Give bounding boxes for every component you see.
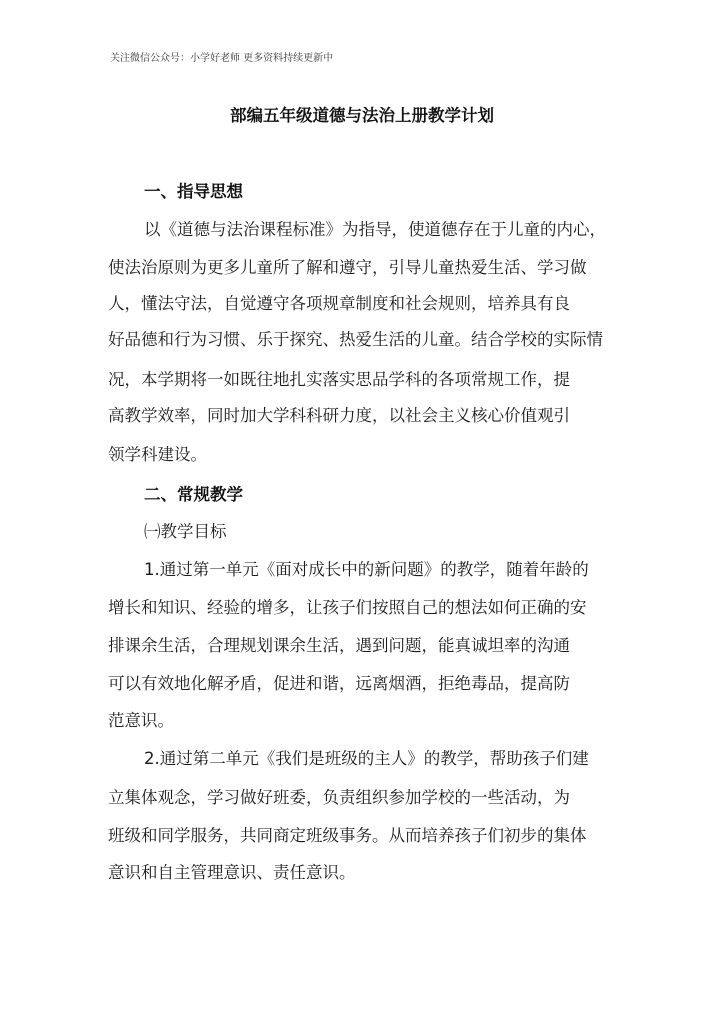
paragraph-line: 1.通过第一单元《面对成长中的新问题》的教学，随着年龄的 [144, 560, 589, 579]
paragraph-line: 高教学效率，同时加大学科科研力度，以社会主义核心价值观引 [108, 406, 570, 425]
paragraph-line: 使法治原则为更多儿童所了解和遵守，引导儿童热爱生活、学习做 [108, 258, 587, 277]
subsection-heading: ㈠教学目标 [144, 522, 227, 541]
paragraph-line: 好品德和行为习惯、乐于探究、热爱生活的儿童。结合学校的实际情 [108, 330, 603, 349]
paragraph-line: 2.通过第二单元《我们是班级的主人》的教学，帮助孩子们建 [144, 749, 589, 768]
paragraph-line: 可以有效地化解矛盾，促进和谐，远离烟酒，拒绝毒品，提高防 [108, 674, 570, 693]
paragraph-line: 范意识。 [108, 711, 174, 730]
paragraph-line: 增长和知识、经验的增多，让孩子们按照自己的想法如何正确的安 [108, 598, 587, 617]
paragraph-line: 班级和同学服务，共同商定班级事务。从而培养孩子们初步的集体 [108, 826, 587, 845]
paragraph-line: 况，本学期将一如既往地扎实落实思品学科的各项常规工作，提 [108, 370, 570, 389]
paragraph-line: 以《道德与法治课程标准》为指导，使道德存在于儿童的内心， [144, 220, 606, 239]
paragraph-line: 领学科建设。 [108, 445, 207, 464]
paragraph-line: 意识和自主管理意识、责任意识。 [108, 863, 356, 882]
header-note: 关注微信公众号：小学好老师 更多资料持续更新中 [110, 53, 334, 64]
paragraph-line: 立集体观念，学习做好班委，负责组织参加学校的一些活动，为 [108, 788, 570, 807]
section-2-heading: 二、常规教学 [144, 485, 243, 504]
document-title: 部编五年级道德与法治上册教学计划 [230, 106, 494, 125]
paragraph-line: 排课余生活，合理规划课余生活，遇到问题，能真诚坦率的沟通 [108, 636, 570, 655]
paragraph-line: 人，懂法守法，自觉遵守各项规章制度和社会规则，培养具有良 [108, 294, 570, 313]
section-1-heading: 一、指导思想 [144, 182, 243, 201]
